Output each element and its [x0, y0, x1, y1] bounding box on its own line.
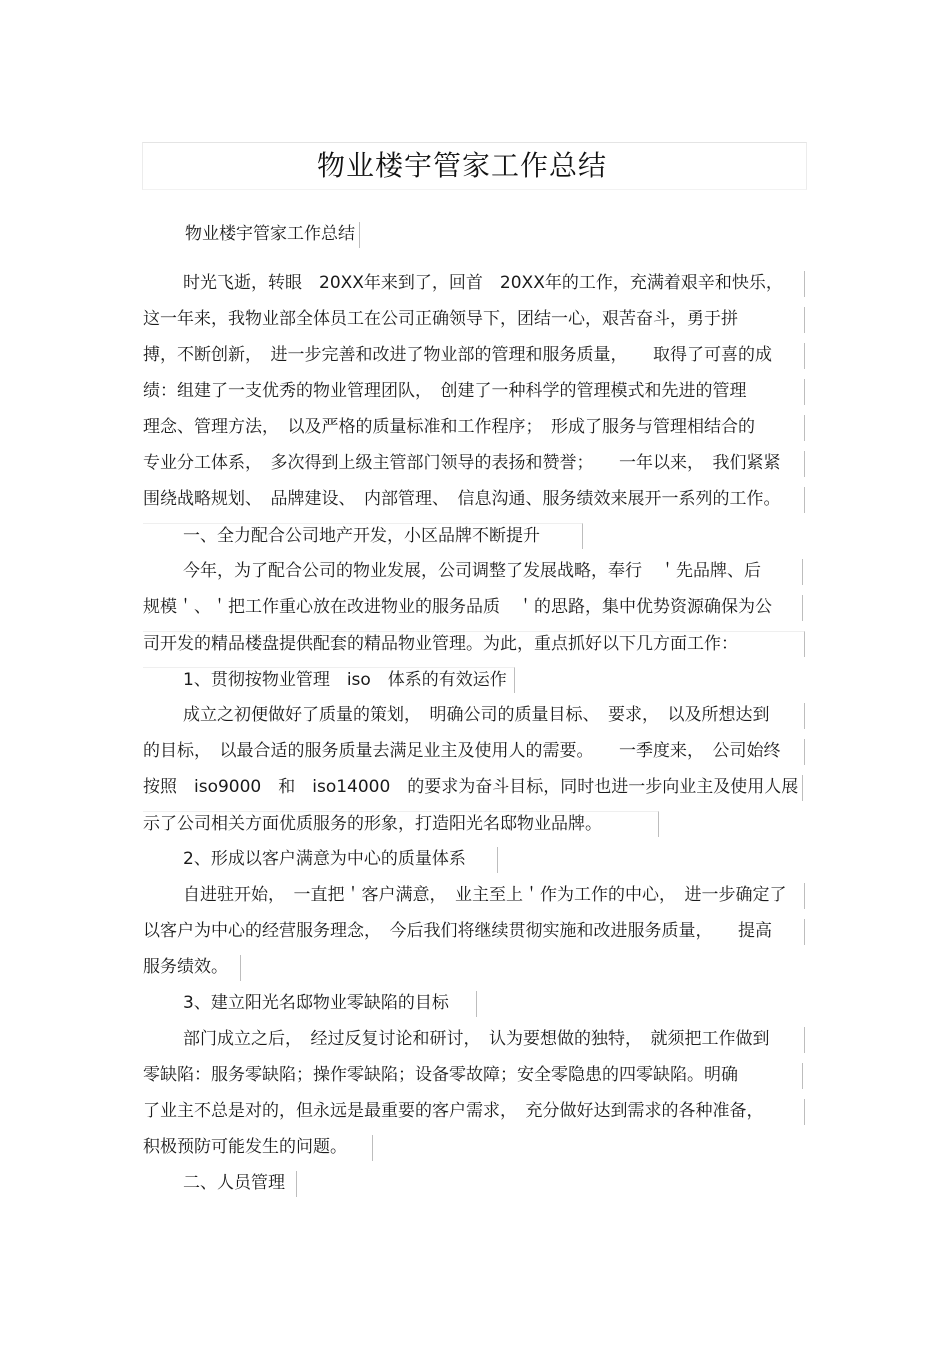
- paragraph-line: 自进驻开始， 一直把＇客户满意， 业主至上＇作为工作的中心， 进一步确定了: [183, 883, 805, 909]
- document-title: 物业楼宇管家工作总结: [316, 149, 607, 182]
- paragraph-line: 积极预防可能发生的问题。: [143, 1135, 373, 1161]
- paragraph-line: 司开发的精品楼盘提供配套的精品物业管理。为此，重点抓好以下几方面工作：: [143, 631, 805, 657]
- paragraph-line: 规模＇、＇把工作重心放在改进物业的服务品质 ＇的思路，集中优势资源确保为公: [143, 595, 803, 621]
- subsection-heading: 2、形成以客户满意为中心的质量体系: [183, 847, 498, 873]
- paragraph-line: 时光飞逝，转眼 20XX年来到了，回首 20XX年的工作，充满着艰辛和快乐，: [183, 271, 805, 297]
- paragraph-line: 围绕战略规划、 品牌建设、 内部管理、 信息沟通、服务绩效来展开一系列的工作。: [143, 487, 805, 513]
- paragraph-line: 理念、管理方法， 以及严格的质量标准和工作程序； 形成了服务与管理相结合的: [143, 415, 805, 441]
- paragraph-line: 部门成立之后， 经过反复讨论和研讨， 认为要想做的独特， 就须把工作做到: [183, 1027, 805, 1053]
- subsection-heading: 3、建立阳光名邸物业零缺陷的目标: [183, 991, 477, 1017]
- subtitle-line: 物业楼宇管家工作总结: [185, 222, 360, 248]
- paragraph-line: 成立之初便做好了质量的策划， 明确公司的质量目标、 要求， 以及所想达到: [183, 703, 805, 729]
- paragraph-line: 服务绩效。: [143, 955, 241, 981]
- paragraph-line: 了业主不总是对的，但永远是最重要的客户需求， 充分做好达到需求的各种准备，: [143, 1099, 805, 1125]
- paragraph-line: 搏，不断创新， 进一步完善和改进了物业部的管理和服务质量， 取得了可喜的成: [143, 343, 805, 369]
- subsection-heading: 1、贯彻按物业管理 iso 体系的有效运作: [143, 667, 515, 693]
- paragraph-line: 零缺陷：服务零缺陷；操作零缺陷；设备零故障；安全零隐患的四零缺陷。明确: [143, 1063, 803, 1089]
- section-heading: 一、全力配合公司地产开发，小区品牌不断提升: [143, 523, 583, 549]
- paragraph-line: 以客户为中心的经营服务理念， 今后我们将继续贯彻实施和改进服务质量， 提高: [143, 919, 805, 945]
- paragraph-line: 这一年来，我物业部全体员工在公司正确领导下，团结一心，艰苦奋斗，勇于拼: [143, 307, 805, 333]
- paragraph-line: 今年，为了配合公司的物业发展，公司调整了发展战略，奉行 ＇先品牌、后: [183, 559, 803, 585]
- paragraph-line: 绩：组建了一支优秀的物业管理团队， 创建了一种科学的管理模式和先进的管理: [143, 379, 805, 405]
- paragraph-line: 专业分工体系， 多次得到上级主管部门领导的表扬和赞誉； 一年以来， 我们紧紧: [143, 451, 805, 477]
- paragraph-line: 的目标， 以最合适的服务质量去满足业主及使用人的需要。 一季度来， 公司始终: [143, 739, 805, 765]
- paragraph-line: 按照 iso9000 和 iso14000 的要求为奋斗目标，同时也进一步向业主及使用人展: [143, 775, 803, 801]
- paragraph-line: 示了公司相关方面优质服务的形象，打造阳光名邸物业品牌。: [143, 811, 659, 837]
- section-heading: 二、人员管理: [183, 1171, 297, 1197]
